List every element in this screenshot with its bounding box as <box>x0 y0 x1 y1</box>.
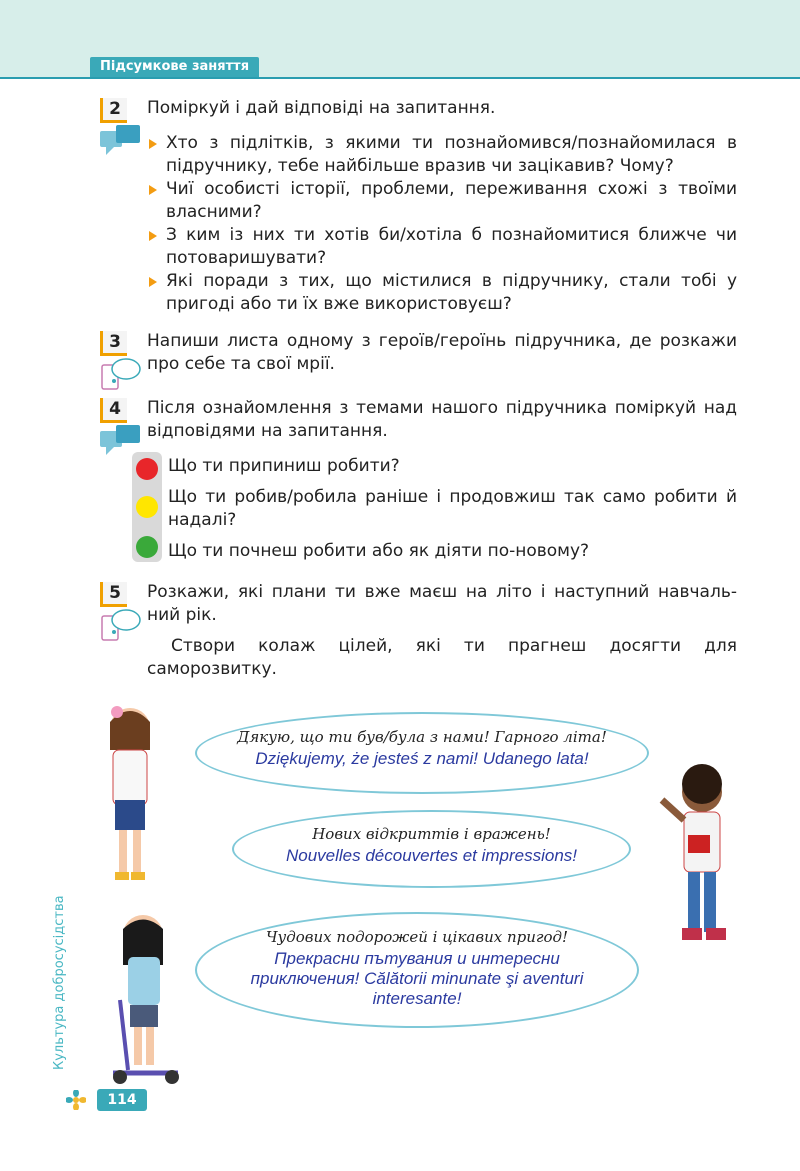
task-2-bullet-3: З ким із них ти хотів би/хотіла б познайомитися ближче чи потоваришувати? <box>166 225 737 268</box>
bubble-1-ukrainian: Дякую, що ти був/була з нами! Гарного літа! <box>237 728 607 746</box>
task-4-text: Після ознайомлення з темами нашого підручника поміркуй над відповідями на запитання. <box>147 398 737 441</box>
thought-bubble-icon <box>100 608 142 642</box>
girl-with-flower-illustration <box>95 700 165 890</box>
speech-bubble-2 <box>232 810 631 888</box>
speech-bubble-1 <box>195 712 649 794</box>
task-2-bullet-2: Чиї особисті історії, проблеми, переживання схожі з твоїми власними? <box>166 179 737 222</box>
bullet-icon <box>149 185 157 195</box>
light-yellow-text: Що ти робив/робила раніше і продовжиш так само робити й надалі? <box>168 487 737 530</box>
light-red-text: Що ти припиниш робити? <box>168 456 400 476</box>
section-tag: Підсумкове заняття <box>90 57 259 77</box>
speech-bubble-3 <box>195 912 639 1028</box>
bullet-icon <box>149 139 157 149</box>
header-line <box>0 77 800 79</box>
task-2-text: Поміркуй і дай відповіді на запитання. <box>147 98 496 118</box>
task-5-text: Розкажи, які плани ти вже маєш на літо і наступний навчаль-ний рік. <box>147 582 737 625</box>
bullet-icon <box>149 231 157 241</box>
bubble-1-polish: Dziękujemy, że jesteś z nami! Udanego lata! <box>255 749 589 768</box>
task-3-text: Напиши листа одному з героїв/героїнь підручника, де розкажи про себе та свої мрії. <box>147 331 737 374</box>
bubble-3-bulgarian-romanian: Прекрасни пътувания и интересни приключения! Călătorii minunate şi aventuri interesante! <box>250 949 584 1008</box>
task-number-2: 2 <box>100 98 127 123</box>
light-green-text: Що ти почнеш робити або як діяти по-новому? <box>168 541 590 561</box>
yellow-light-icon <box>136 496 158 518</box>
green-light-icon <box>136 536 158 558</box>
flower-icon <box>66 1090 86 1110</box>
thought-bubble-icon <box>100 357 142 391</box>
task-number-5: 5 <box>100 582 127 607</box>
red-light-icon <box>136 458 158 480</box>
sidebar-title: Культура добросусідства <box>52 895 67 1070</box>
task-number-3: 3 <box>100 331 127 356</box>
bubble-3-ukrainian: Чудових подорожей і цікавих пригод! <box>265 928 569 946</box>
bullet-icon <box>149 277 157 287</box>
task-2-bullet-4: Які поради з тих, що містилися в підручнику, стали тобі у пригоді або ти їх вже використовуєш? <box>166 271 737 314</box>
discussion-icon <box>100 125 142 159</box>
task-5-text-2: Створи колаж цілей, які ти прагнеш досягти для саморозвитку. <box>147 636 737 679</box>
task-2-bullet-1: Хто з підлітків, з якими ти познайомився/познайомилася в підручнику, тебе найбільше вразив чи зацікавив? Чому? <box>166 133 737 176</box>
bubble-2-french: Nouvelles découvertes et impressions! <box>285 846 578 865</box>
task-number-4: 4 <box>100 398 127 423</box>
page-number: 114 <box>97 1089 147 1111</box>
bubble-2-ukrainian: Нових відкриттів і вражень! <box>312 825 551 843</box>
boy-with-book-illustration <box>652 760 742 950</box>
